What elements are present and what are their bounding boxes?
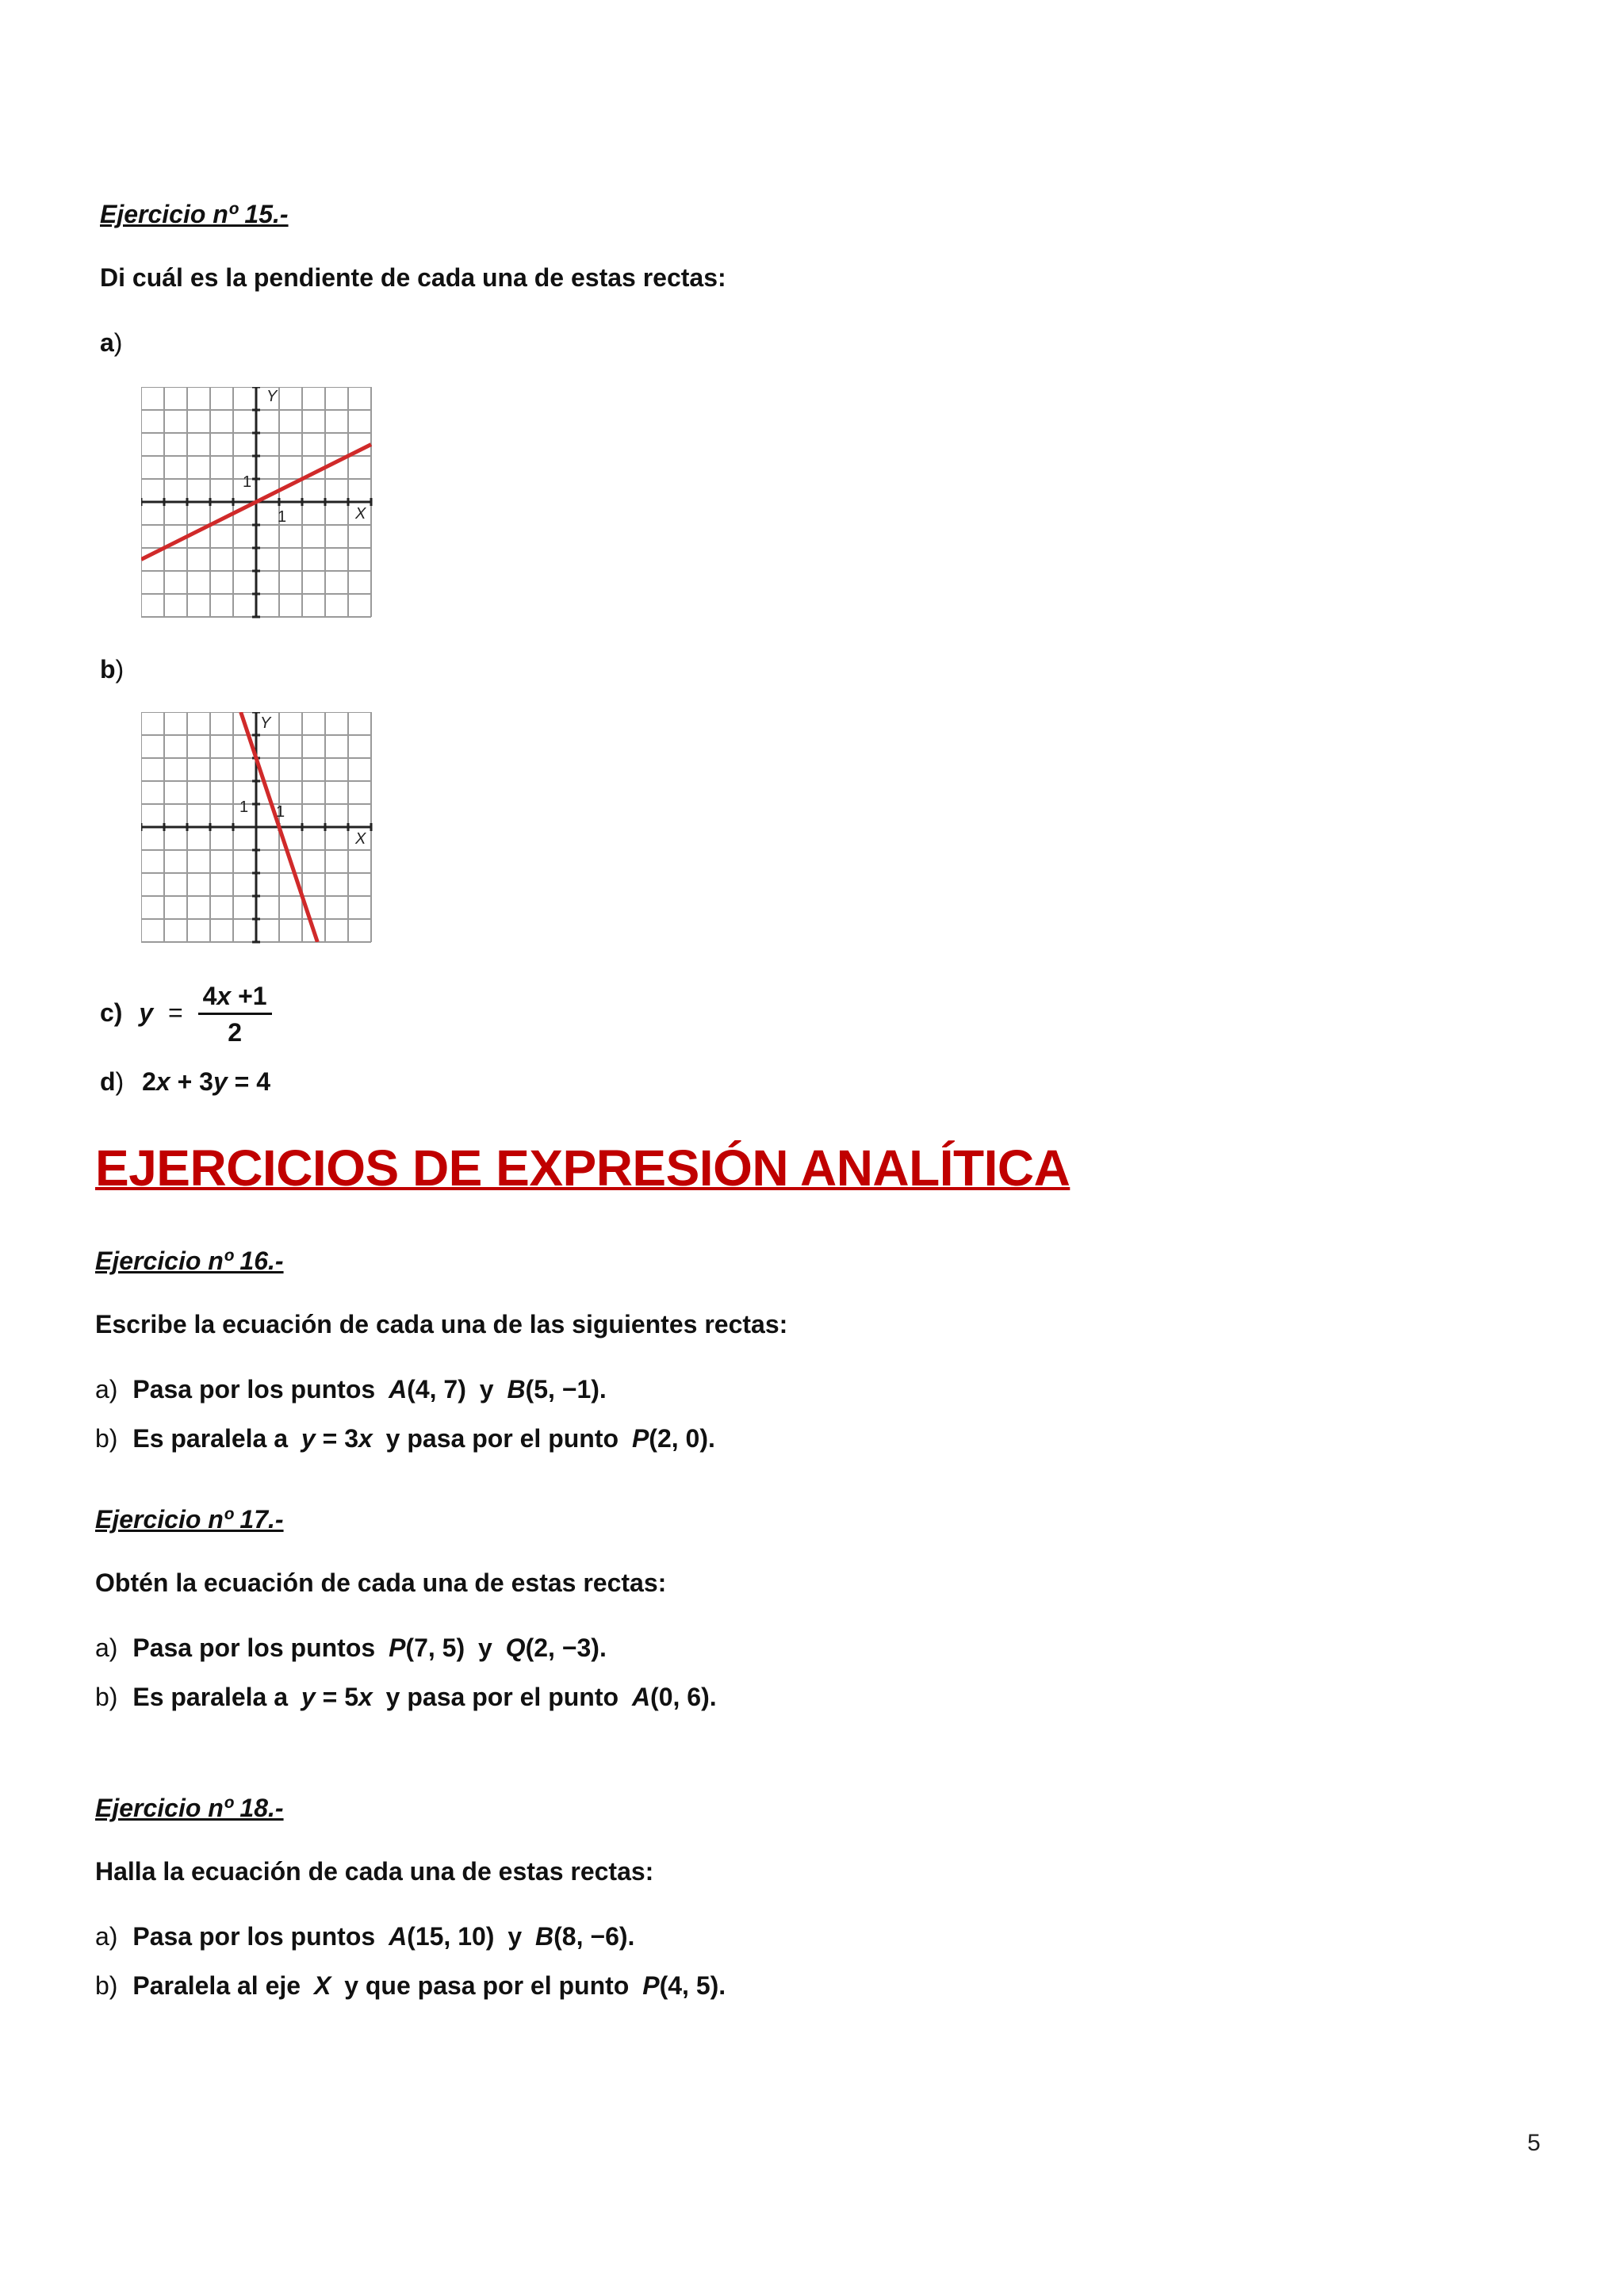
axis-y-label-b: Y bbox=[260, 714, 271, 732]
exercise-17-prompt: Obtén la ecuación de cada una de estas rectas: bbox=[95, 1568, 667, 1597]
item-16a: a) Pasa por los puntos A(4, 7) y B(5, −1). bbox=[95, 1375, 607, 1404]
exercise-18-prompt: Halla la ecuación de cada una de estas rectas: bbox=[95, 1857, 654, 1886]
tick-x-label-b: 1 bbox=[276, 803, 285, 821]
item-label: d bbox=[100, 1067, 116, 1096]
tick-x-label-a: 1 bbox=[278, 508, 287, 526]
item-label: a bbox=[100, 328, 114, 357]
item-15d: d) 2x + 3y = 4 bbox=[100, 1067, 271, 1096]
exercise-16-prompt: Escribe la ecuación de cada una de las siguientes rectas: bbox=[95, 1310, 788, 1338]
fraction-denominator: 2 bbox=[228, 1018, 242, 1047]
d-equation: 2x + 3y = 4 bbox=[142, 1067, 271, 1096]
graph-a bbox=[141, 387, 379, 621]
exercise-15-title: Ejercicio nº 15.- bbox=[100, 200, 289, 228]
fraction-numerator: 4x +1 bbox=[198, 982, 272, 1015]
exercise-17-title: Ejercicio nº 17.- bbox=[95, 1505, 284, 1534]
axis-x-label-b: X bbox=[355, 830, 366, 848]
item-label: b bbox=[100, 655, 116, 684]
graph-a-svg bbox=[141, 387, 379, 621]
exercise-15-prompt: Di cuál es la pendiente de cada una de estas rectas: bbox=[100, 263, 726, 292]
tick-y-label-b: 1 bbox=[239, 798, 249, 816]
item-label: c) bbox=[100, 998, 123, 1027]
tick-y-label-a: 1 bbox=[243, 473, 252, 491]
section-title: EJERCICIOS DE EXPRESIÓN ANALÍTICA bbox=[95, 1139, 1071, 1197]
axis-x-label-a: X bbox=[355, 505, 366, 523]
fraction bbox=[198, 982, 272, 1047]
axis-y-label-a: Y bbox=[266, 388, 278, 405]
item-15a-label: a) bbox=[100, 328, 123, 357]
axes-b bbox=[141, 712, 371, 942]
item-15c bbox=[100, 982, 272, 1047]
c-var: y bbox=[139, 998, 154, 1027]
graph-b bbox=[141, 712, 379, 946]
item-18b: b) Paralela al eje X y que pasa por el punto P(4, 5). bbox=[95, 1971, 726, 2000]
item-18a: a) Pasa por los puntos A(15, 10) y B(8, −6). bbox=[95, 1922, 635, 1951]
c-eq: = bbox=[168, 998, 183, 1027]
item-17a: a) Pasa por los puntos P(7, 5) y Q(2, −3). bbox=[95, 1633, 607, 1662]
page-number: 5 bbox=[1527, 2130, 1541, 2156]
item-17b: b) Es paralela a y = 5x y pasa por el punto A(0, 6). bbox=[95, 1683, 717, 1711]
item-16b: b) Es paralela a y = 3x y pasa por el punto P(2, 0). bbox=[95, 1424, 715, 1453]
exercise-18-title: Ejercicio nº 18.- bbox=[95, 1794, 284, 1822]
exercise-16-title: Ejercicio nº 16.- bbox=[95, 1247, 284, 1275]
graph-b-svg bbox=[141, 712, 379, 946]
item-15b-label: b) bbox=[100, 655, 124, 684]
